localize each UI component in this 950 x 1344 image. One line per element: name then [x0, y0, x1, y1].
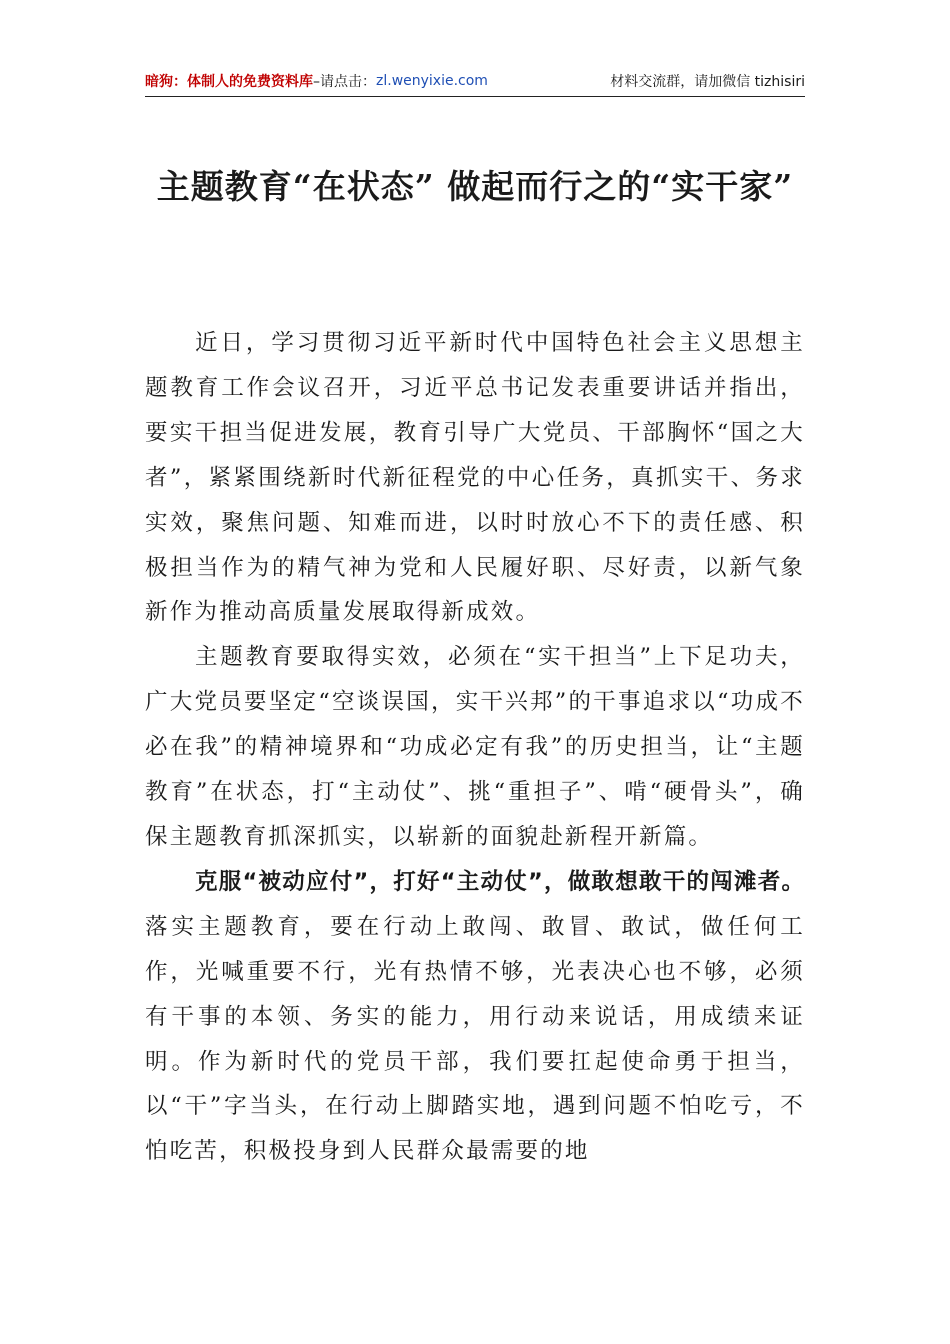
paragraph-2: [145, 635, 805, 860]
paragraph-3: [145, 860, 805, 1174]
document-body: [145, 321, 805, 1174]
header-prompt: –请点击：: [313, 74, 376, 90]
paragraph-text: 近日，学习贯彻习近平新时代中国特色社会主义思想主题教育工作会议召开，习近平总书记发表重要讲话并指出，要实干担当促进发展，教育引导广大党员、干部胸怀“国之大者”，紧紧围绕新时代新征程党的中心任务，真抓实干、务求实效，聚焦问题、知难而进，以时时放心不下的责任感、积极担当作为的精气神为党和人民履好职、尽好责，以新气象新作为推动高质量发展取得新成效。: [145, 330, 805, 626]
header-link[interactable]: zl.wenyixie.com: [376, 73, 488, 89]
header-left: [145, 71, 488, 91]
paragraph-text: 主题教育要取得实效，必须在“实干担当”上下足功夫，广大党员要坚定“空谈误国，实干兴邦”的干事追求以“功成不必在我”的精神境界和“功成必定有我”的历史担当，让“主题教育”在状态，打“主动仗”、挑“重担子”、啃“硬骨头”，确保主题教育抓深抓实，以崭新的面貌赴新程开新篇。: [145, 644, 805, 850]
paragraph-1: [145, 321, 805, 635]
paragraph-lead: 克服“被动应付”，打好“主动仗”，做敢想敢干的闯滩者。: [195, 868, 805, 895]
header-brand: 暗狗：体制人的免费资料库: [145, 74, 313, 90]
header-bar: [145, 66, 805, 97]
paragraph-text: 落实主题教育，要在行动上敢闯、敢冒、敢试，做任何工作，光喊重要不行，光有热情不够，光表决心也不够，必须有干事的本领、务实的能力，用行动来说话，用成绩来证明。作为新时代的党员干部，我们要扛起使命勇于担当，以“干”字当头，在行动上脚踏实地，遇到问题不怕吃亏，不怕吃苦，积极投身到人民群众最需要的地: [145, 913, 805, 1165]
document-title: 主题教育“在状态” 做起而行之的“实干家”: [156, 167, 794, 206]
header-contact: 材料交流群，请加微信 tizhisiri: [610, 74, 805, 90]
